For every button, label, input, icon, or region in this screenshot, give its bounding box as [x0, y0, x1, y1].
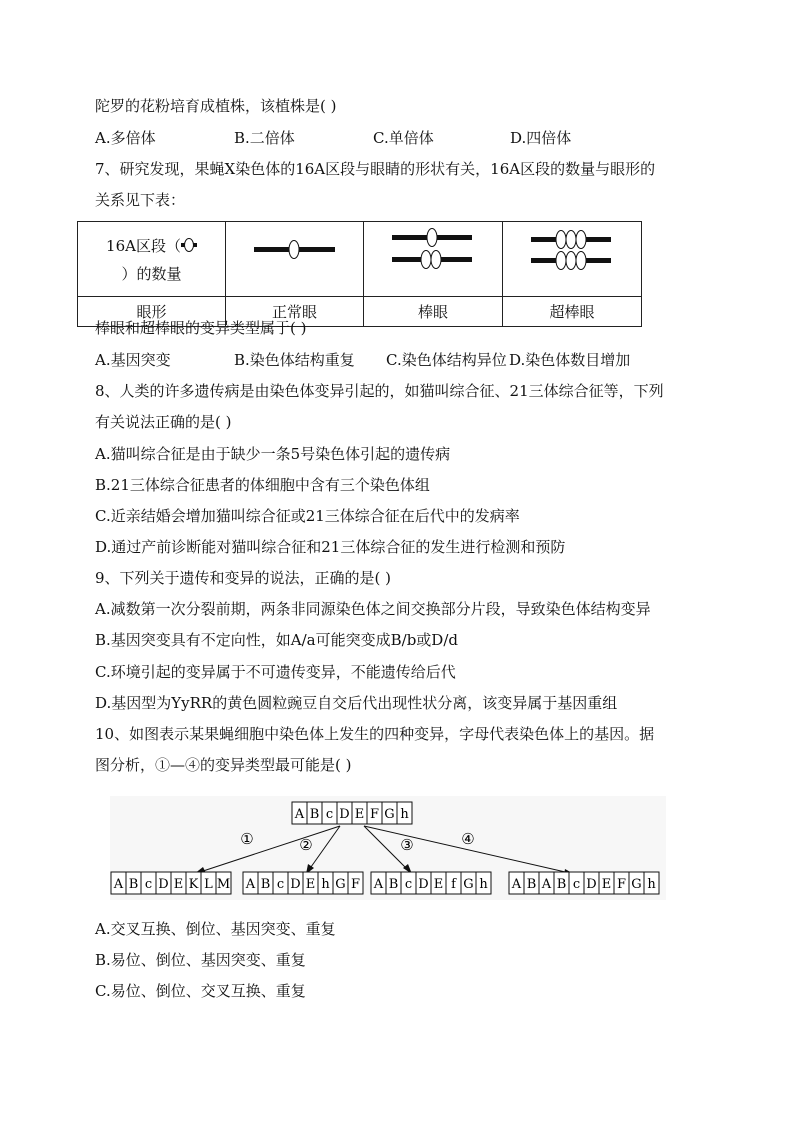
gene-label: K [188, 877, 199, 892]
line-q10-stem-2: 图分析，①—④的变异类型最可能是( ) [95, 756, 352, 774]
gene-label: E [601, 877, 612, 892]
gene-label: L [204, 877, 213, 892]
gene-label: D [586, 877, 597, 892]
gene-label: D [158, 877, 169, 892]
gene-label: A [541, 877, 552, 892]
gene-label: h [321, 877, 330, 892]
gene-label: A [511, 877, 522, 892]
q8-option-c: C.近亲结婚会增加猫叫综合征或21三体综合征在后代中的发病率 [95, 507, 520, 525]
q7-option-a: A.基因突变 [95, 351, 171, 369]
gene-label: B [260, 877, 271, 892]
q6-option-c: C.单倍体 [373, 129, 434, 147]
gene-label: E [305, 877, 316, 892]
chromosome-bar-icon [364, 222, 502, 286]
mutation-figure [110, 796, 666, 900]
gene-label: F [616, 877, 627, 892]
q6-option-a: A.多倍体 [95, 129, 156, 147]
gene-label: A [245, 877, 256, 892]
line-q7-stem-2: 关系见下表： [95, 191, 186, 209]
q7-option-d: D.染色体数目增加 [509, 351, 631, 369]
segment-table [77, 221, 642, 327]
gene-label: G [335, 877, 346, 892]
line-q7-question: 棒眼和超棒眼的变异类型属于( ) [95, 319, 307, 337]
line-q10-stem-1: 10、如图表示某果蝇细胞中染色体上发生的四种变异，字母代表染色体上的基因。据 [95, 725, 655, 743]
gene-label: B [388, 877, 399, 892]
circle-label-3: ③ [400, 836, 414, 854]
gene-label: D [290, 877, 301, 892]
result-chromosome-3 [371, 872, 491, 894]
circle-label-4: ④ [461, 830, 475, 848]
gene-label: h [647, 877, 656, 892]
gene-label: h [479, 877, 488, 892]
gene-label: A [294, 807, 305, 822]
table-cell-bar-eye-figure [364, 222, 503, 297]
gene-label: G [384, 807, 395, 822]
q7-option-c: C.染色体结构异位 [386, 351, 507, 369]
circle-label-2: ② [299, 836, 313, 854]
gene-label: G [631, 877, 642, 892]
q6-option-b: B.二倍体 [234, 129, 295, 147]
gene-label: E [433, 877, 444, 892]
gene-label: A [373, 877, 384, 892]
top-chromosome [292, 802, 412, 824]
table-ultrabar-eye: 超棒眼 [503, 297, 642, 327]
gene-label: f [451, 877, 456, 892]
gene-label: B [556, 877, 567, 892]
table-row1-label [78, 222, 226, 297]
q6-option-d: D.四倍体 [510, 129, 572, 147]
gene-label: c [276, 877, 285, 892]
gene-label: B [128, 877, 139, 892]
q8-option-a: A.猫叫综合征是由于缺少一条5号染色体引起的遗传病 [95, 445, 451, 463]
gene-label: E [354, 807, 365, 822]
q9-option-c: C.环境引起的变异属于不可遗传变异，不能遗传给后代 [95, 663, 456, 681]
gene-label: D [418, 877, 429, 892]
gene-label: F [369, 807, 380, 822]
gene-label: G [463, 877, 474, 892]
gene-label: M [216, 877, 231, 892]
gene-label: c [144, 877, 153, 892]
table-row2-label: 眼形 [78, 297, 226, 327]
gene-label: E [173, 877, 184, 892]
q8-option-d: D.通过产前诊断能对猫叫综合征和21三体综合征的发生进行检测和预防 [95, 538, 566, 556]
table-cell-normal-eye-figure [226, 222, 364, 297]
line-q9-stem: 9、下列关于遗传和变异的说法，正确的是( ) [95, 569, 392, 587]
q10-option-b: B.易位、倒位、基因突变、重复 [95, 951, 306, 969]
q7-option-b: B.染色体结构重复 [234, 351, 355, 369]
gene-label: D [339, 807, 350, 822]
line-q8-stem-1: 8、人类的许多遗传病是由染色体变异引起的，如猫叫综合征、21三体综合征等，下列 [95, 382, 664, 400]
q10-option-c: C.易位、倒位、交叉互换、重复 [95, 982, 306, 1000]
table-bar-eye: 棒眼 [364, 297, 503, 327]
table-cell-ultrabar-eye-figure [503, 222, 642, 297]
gene-label: B [526, 877, 537, 892]
line-q8-stem-2: 有关说法正确的是( ) [95, 413, 232, 431]
q8-option-b: B.21三体综合征患者的体细胞中含有三个染色体组 [95, 476, 430, 494]
gene-label: B [309, 807, 320, 822]
gene-label: h [400, 807, 409, 822]
line-q6-stem: 陀罗的花粉培育成植株，该植株是( ) [95, 97, 337, 115]
q10-option-a: A.交叉互换、倒位、基因突变、重复 [95, 920, 336, 938]
chromosome-ultrabar-icon [503, 222, 641, 286]
result-chromosome-2 [243, 872, 363, 894]
result-chromosome-4 [509, 872, 659, 894]
segment-symbol-icon [181, 237, 197, 253]
q9-option-d: D.基因型为YyRR的黄色圆粒豌豆自交后代出现性状分离，该变异属于基因重组 [95, 694, 618, 712]
gene-label: c [572, 877, 581, 892]
table-label-part-a: 16A区段（ [106, 237, 181, 255]
circle-label-1: ① [240, 830, 254, 848]
table-label-part-b: ）的数量 [121, 265, 182, 283]
result-chromosome-1 [111, 872, 231, 894]
table-normal-eye: 正常眼 [226, 297, 364, 327]
gene-label: F [350, 877, 361, 892]
q9-option-b: B.基因突变具有不定向性，如A/a可能突变成B/b或D/d [95, 631, 458, 649]
line-q7-stem-1: 7、研究发现，果蝇X染色体的16A区段与眼睛的形状有关，16A区段的数量与眼形的 [95, 160, 656, 178]
chromosome-normal-icon [226, 222, 363, 286]
gene-label: c [404, 877, 413, 892]
gene-label: c [325, 807, 334, 822]
q9-option-a: A.减数第一次分裂前期，两条非同源染色体之间交换部分片段，导致染色体结构变异 [95, 600, 651, 618]
gene-label: A [113, 877, 124, 892]
